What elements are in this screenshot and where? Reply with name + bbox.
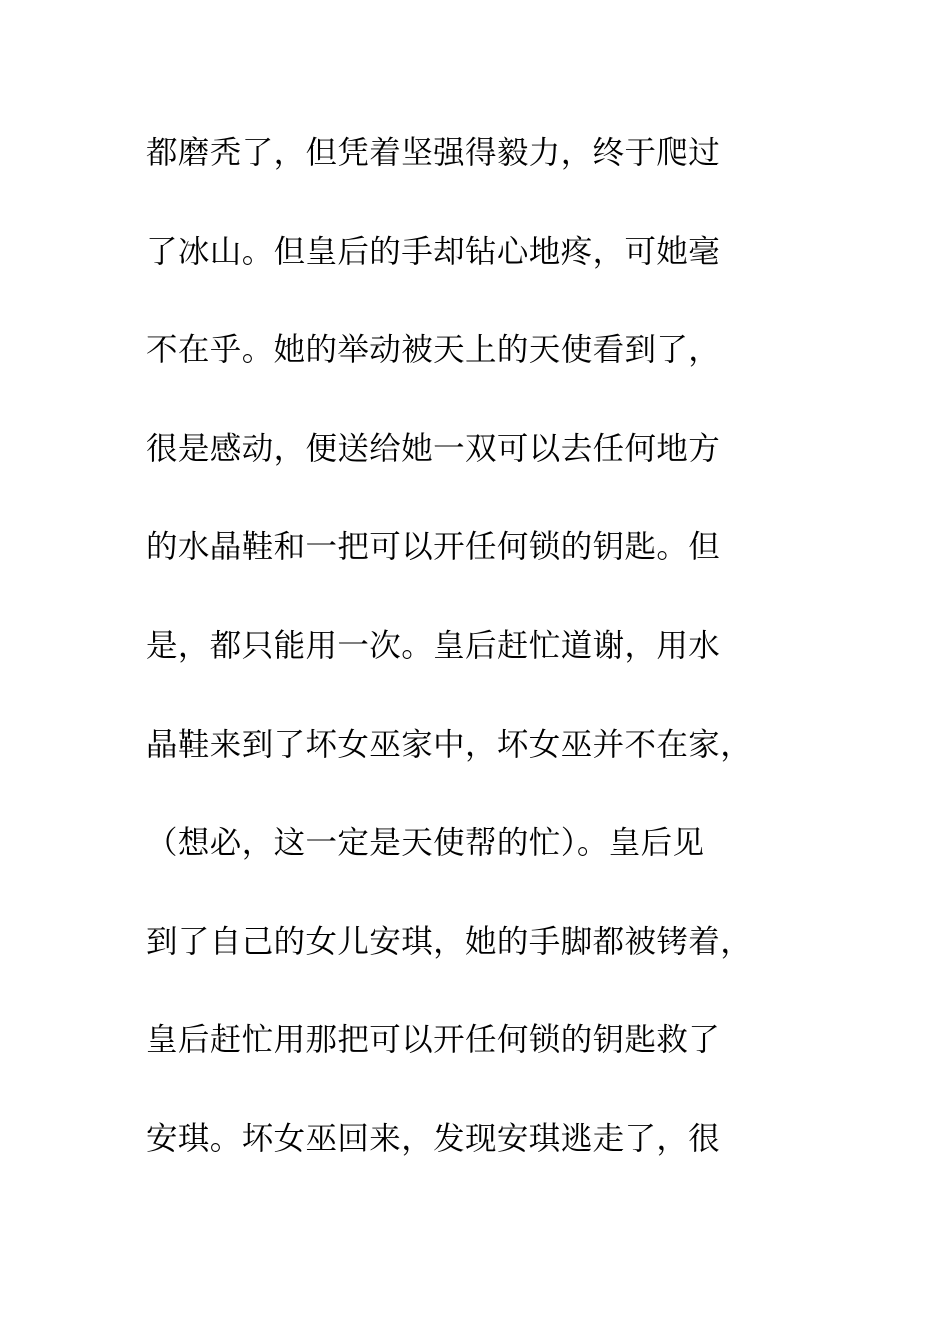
text-line-9: 到了自己的女儿安琪，她的手脚都被铐着， [146, 923, 753, 960]
text-line-1: 都磨秃了，但凭着坚强得毅力，终于爬过 [146, 135, 721, 171]
text-line-8: （想必，这一定是天使帮的忙）。皇后见 [146, 825, 705, 862]
text-line-7: 晶鞋来到了坏女巫家中，坏女巫并不在家， [146, 726, 753, 763]
text-line-2: 了冰山。但皇后的手却钻心地疼，可她毫 [146, 233, 721, 270]
body-text [146, 128, 826, 1213]
text-line-10: 皇后赶忙用那把可以开任何锁的钥匙救了 [146, 1022, 721, 1059]
text-line-5: 的水晶鞋和一把可以开任何锁的钥匙。但 [146, 529, 721, 566]
text-line-11: 安琪。坏女巫回来，发现安琪逃走了，很 [146, 1120, 721, 1157]
text-line-3: 不在乎。她的举动被天上的天使看到了， [146, 332, 721, 369]
text-line-4: 很是感动，便送给她一双可以去任何地方 [146, 430, 721, 467]
text-line-6: 是，都只能用一次。皇后赶忙道谢，用水 [146, 627, 721, 664]
